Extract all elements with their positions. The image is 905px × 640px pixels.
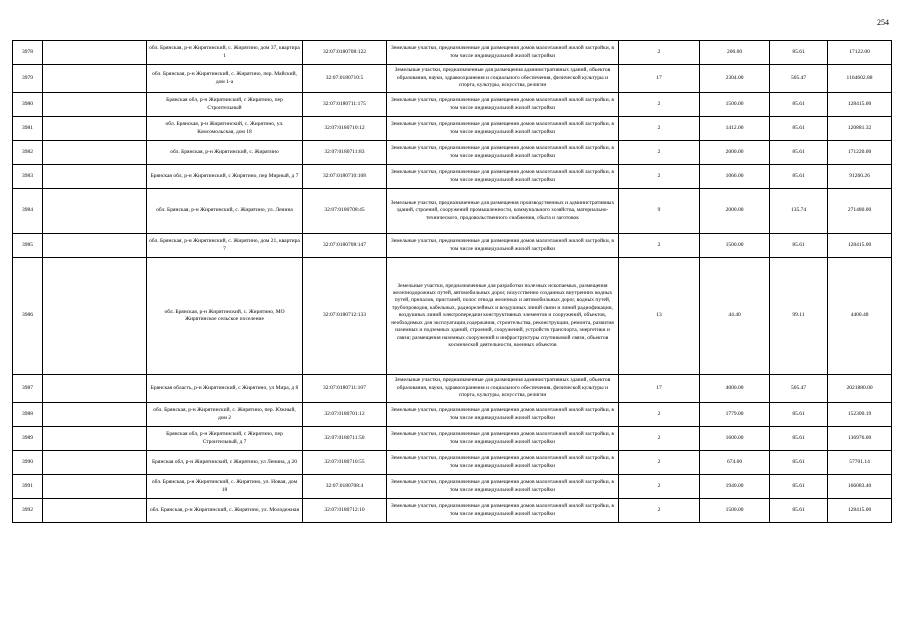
row-number-cell: 3983: [13, 165, 43, 189]
specific-value-cell: 85.61: [770, 499, 828, 523]
use-group-cell: 13: [619, 258, 700, 375]
empty-cell: [43, 189, 147, 234]
cadastral-number-cell: 32:07:0180708:4: [303, 475, 387, 499]
table-row: [13, 451, 892, 475]
permitted-use-cell: Земельные участки, предназначенные для размещения домов малоэтажной жилой застройки, в том числе индивидуальной жилой застройки: [387, 41, 619, 65]
area-cell: 44.40: [700, 258, 770, 375]
table-row: [13, 234, 892, 258]
row-number-cell: 3978: [13, 41, 43, 65]
cadastral-value-cell: 57701.14: [828, 451, 892, 475]
row-number-cell: 3980: [13, 93, 43, 117]
cadastral-number-cell: 32:07:0180701:12: [303, 403, 387, 427]
empty-cell: [43, 117, 147, 141]
cadastral-number-cell: 32:07:0180708:45: [303, 189, 387, 234]
empty-cell: [43, 234, 147, 258]
table-row: [13, 375, 892, 403]
cadastral-value-cell: 128415.00: [828, 499, 892, 523]
cadastral-value-cell: 120881.32: [828, 117, 892, 141]
specific-value-cell: 85.61: [770, 165, 828, 189]
use-group-cell: 2: [619, 475, 700, 499]
cadastral-value-cell: 2021880.00: [828, 375, 892, 403]
specific-value-cell: 505.47: [770, 65, 828, 93]
address-cell: обл. Брянская, р-н Жирятинский, с. Жирятино, ул. Комсомольская, дом 18: [147, 117, 303, 141]
use-group-cell: 2: [619, 117, 700, 141]
specific-value-cell: 505.47: [770, 375, 828, 403]
cadastral-number-cell: 32:07:0180708:147: [303, 234, 387, 258]
cadastral-number-cell: 32:07:0180712:133: [303, 258, 387, 375]
area-cell: 1600.00: [700, 427, 770, 451]
empty-cell: [43, 451, 147, 475]
area-cell: 1940.00: [700, 475, 770, 499]
use-group-cell: 2: [619, 93, 700, 117]
permitted-use-cell: Земельные участки, предназначенные для размещения домов малоэтажной жилой застройки, в том числе индивидуальной жилой застройки: [387, 141, 619, 165]
permitted-use-cell: Земельные участки, предназначенные для размещения производственных и административных зданий, строений, сооружений промышленности, коммунального хозяйства, материально-технического, продовольственного снабжения, сбыта и заготовок: [387, 189, 619, 234]
area-cell: 1500.00: [700, 93, 770, 117]
permitted-use-cell: Земельные участки, предназначенные для размещения домов малоэтажной жилой застройки, в том числе индивидуальной жилой застройки: [387, 427, 619, 451]
cadastral-value-cell: 91260.26: [828, 165, 892, 189]
cadastral-number-cell: 32:07:0180712:10: [303, 499, 387, 523]
specific-value-cell: 85.61: [770, 427, 828, 451]
specific-value-cell: 85.61: [770, 117, 828, 141]
cadastral-value-cell: 17122.00: [828, 41, 892, 65]
row-number-cell: 3992: [13, 499, 43, 523]
cadastral-number-cell: 32:07:0180708:122: [303, 41, 387, 65]
permitted-use-cell: Земельные участки, предназначенные для размещения административных зданий, объектов образования, науки, здравоохранения и социального обеспечения, физической культуры и спорта, культуры, искусства, религии: [387, 375, 619, 403]
use-group-cell: 2: [619, 41, 700, 65]
use-group-cell: 2: [619, 427, 700, 451]
use-group-cell: 2: [619, 499, 700, 523]
table-row: [13, 65, 892, 93]
row-number-cell: 3989: [13, 427, 43, 451]
cadastral-number-cell: 32:07:0180711:83: [303, 141, 387, 165]
cadastral-value-cell: 4400.48: [828, 258, 892, 375]
table-row: [13, 258, 892, 375]
row-number-cell: 3986: [13, 258, 43, 375]
area-cell: 1779.00: [700, 403, 770, 427]
empty-cell: [43, 375, 147, 403]
specific-value-cell: 85.61: [770, 475, 828, 499]
row-number-cell: 3982: [13, 141, 43, 165]
address-cell: Брянская обл, р-н Жирятинский, с Жирятино, ул Ленина, д 20: [147, 451, 303, 475]
table-row: [13, 499, 892, 523]
specific-value-cell: 85.61: [770, 41, 828, 65]
table-row: [13, 93, 892, 117]
table-body: [13, 41, 892, 523]
permitted-use-cell: Земельные участки, предназначенные для размещения административных зданий, объектов образования, науки, здравоохранения и социального обеспечения, физической культуры и спорта, культуры, искусства, религии: [387, 65, 619, 93]
permitted-use-cell: Земельные участки, предназначенные для размещения домов малоэтажной жилой застройки, в том числе индивидуальной жилой застройки: [387, 93, 619, 117]
cadastral-value-cell: 152300.19: [828, 403, 892, 427]
empty-cell: [43, 403, 147, 427]
permitted-use-cell: Земельные участки, предназначенные для размещения домов малоэтажной жилой застройки, в том числе индивидуальной жилой застройки: [387, 475, 619, 499]
cadastral-number-cell: 32:07:0180710:12: [303, 117, 387, 141]
empty-cell: [43, 475, 147, 499]
empty-cell: [43, 41, 147, 65]
empty-cell: [43, 65, 147, 93]
specific-value-cell: 85.61: [770, 93, 828, 117]
cadastral-value-cell: 166083.40: [828, 475, 892, 499]
empty-cell: [43, 93, 147, 117]
table-row: [13, 141, 892, 165]
area-cell: 1412.00: [700, 117, 770, 141]
area-cell: 2000.00: [700, 141, 770, 165]
empty-cell: [43, 141, 147, 165]
address-cell: обл. Брянская, р-н Жирятинский, с. Жирятино, ул. Ленина: [147, 189, 303, 234]
use-group-cell: 2: [619, 403, 700, 427]
use-group-cell: 2: [619, 234, 700, 258]
cadastral-value-table: [12, 40, 892, 523]
use-group-cell: 17: [619, 65, 700, 93]
row-number-cell: 3990: [13, 451, 43, 475]
use-group-cell: 2: [619, 451, 700, 475]
cadastral-value-cell: 128415.00: [828, 93, 892, 117]
address-cell: Брянская обл, р-н Жирятинский, с Жирятино, пер Мирный, д 7: [147, 165, 303, 189]
row-number-cell: 3981: [13, 117, 43, 141]
empty-cell: [43, 427, 147, 451]
empty-cell: [43, 165, 147, 189]
table-row: [13, 475, 892, 499]
use-group-cell: 9: [619, 189, 700, 234]
table-row: [13, 403, 892, 427]
cadastral-value-cell: 171220.00: [828, 141, 892, 165]
area-cell: 1500.00: [700, 234, 770, 258]
specific-value-cell: 85.61: [770, 234, 828, 258]
cadastral-number-cell: 32:07:0180711:107: [303, 375, 387, 403]
row-number-cell: 3988: [13, 403, 43, 427]
table-row: [13, 41, 892, 65]
area-cell: 200.00: [700, 41, 770, 65]
address-cell: обл. Брянская, р-н Жирятинский, с. Жирятино, пер. Южный, дом 2: [147, 403, 303, 427]
cadastral-value-cell: 136976.00: [828, 427, 892, 451]
row-number-cell: 3984: [13, 189, 43, 234]
area-cell: 674.00: [700, 451, 770, 475]
empty-cell: [43, 258, 147, 375]
permitted-use-cell: Земельные участки, предназначенные для размещения домов малоэтажной жилой застройки, в том числе индивидуальной жилой застройки: [387, 403, 619, 427]
address-cell: обл. Брянская, р-н Жирятинский, с. Жирятино, ул. Новая, дом 18: [147, 475, 303, 499]
cadastral-value-cell: 128415.00: [828, 234, 892, 258]
cadastral-number-cell: 32:07:0180710:108: [303, 165, 387, 189]
area-cell: 1500.00: [700, 499, 770, 523]
specific-value-cell: 85.61: [770, 451, 828, 475]
address-cell: обл. Брянская, р-н Жирятинский, с. Жирятино, пер. Майский, дом 1-а: [147, 65, 303, 93]
cadastral-number-cell: 32:07:0180710:5: [303, 65, 387, 93]
address-cell: обл. Брянская, р-н Жирятинский, с. Жирятино: [147, 141, 303, 165]
row-number-cell: 3979: [13, 65, 43, 93]
table-row: [13, 427, 892, 451]
permitted-use-cell: Земельные участки, предназначенные для размещения домов малоэтажной жилой застройки, в том числе индивидуальной жилой застройки: [387, 499, 619, 523]
specific-value-cell: 135.74: [770, 189, 828, 234]
table-row: [13, 165, 892, 189]
permitted-use-cell: Земельные участки, предназначенные для размещения домов малоэтажной жилой застройки, в том числе индивидуальной жилой застройки: [387, 451, 619, 475]
use-group-cell: 17: [619, 375, 700, 403]
row-number-cell: 3987: [13, 375, 43, 403]
address-cell: обл. Брянская, р-н Жирятинский, с. Жирятино, ул. Молодежная: [147, 499, 303, 523]
address-cell: обл. Брянская, р-н Жирятинский, с. Жирятино, МО Жирятинское сельское поселение: [147, 258, 303, 375]
cadastral-number-cell: 32:07:0180711:175: [303, 93, 387, 117]
address-cell: Брянская обл, р-н Жирятинский, с Жирятино, пер Строительный, д 7: [147, 427, 303, 451]
empty-cell: [43, 499, 147, 523]
cadastral-value-cell: 1164602.88: [828, 65, 892, 93]
cadastral-value-cell: 271480.00: [828, 189, 892, 234]
table-row: [13, 189, 892, 234]
row-number-cell: 3991: [13, 475, 43, 499]
address-cell: Брянская обл, р-н Жирятинский, с Жирятино, пер Строительный: [147, 93, 303, 117]
permitted-use-cell: Земельные участки, предназначенные для размещения домов малоэтажной жилой застройки, в том числе индивидуальной жилой застройки: [387, 165, 619, 189]
cadastral-number-cell: 32:07:0180710:55: [303, 451, 387, 475]
use-group-cell: 2: [619, 141, 700, 165]
permitted-use-cell: Земельные участки, предназначенные для разработки полезных ископаемых, размещения железнодорожных путей, автомобильных дорог, искусственно созданных внутренних водных путей, причалов, пристаней, полос отвода железных и автомобильных дорог, водных путей, трубопроводов, кабельных, радиорелейных и воздушных линий связи и линий радиофикации, воздушных линий электропередачи конструктивных элементов и сооружений, объектов, необходимых для эксплуатации,содержания, строительства, реконструкции, ремонта, развития наземных и подземных зданий, строений, сооружений, устройств транспорта, энергетики и связи; размещения наземных сооружений и инфраструктуры спутниковой связи, объектов космической деятельности, военных объектов: [387, 258, 619, 375]
cadastral-number-cell: 32:07:0180711:50: [303, 427, 387, 451]
area-cell: 2000.00: [700, 189, 770, 234]
table-row: [13, 117, 892, 141]
page-number: 254: [877, 18, 889, 27]
specific-value-cell: 85.61: [770, 403, 828, 427]
address-cell: Брянская область, р-н Жирятинский, с Жирятино, ул Мира, д 8: [147, 375, 303, 403]
permitted-use-cell: Земельные участки, предназначенные для размещения домов малоэтажной жилой застройки, в том числе индивидуальной жилой застройки: [387, 117, 619, 141]
address-cell: обл. Брянская, р-н Жирятинский, с. Жирятино, дом 21, квартира 7: [147, 234, 303, 258]
use-group-cell: 2: [619, 165, 700, 189]
area-cell: 2304.00: [700, 65, 770, 93]
area-cell: 1066.00: [700, 165, 770, 189]
specific-value-cell: 85.61: [770, 141, 828, 165]
address-cell: обл. Брянская, р-н Жирятинский, с. Жирятино, дом 37, квартира 1: [147, 41, 303, 65]
row-number-cell: 3985: [13, 234, 43, 258]
specific-value-cell: 99.11: [770, 258, 828, 375]
permitted-use-cell: Земельные участки, предназначенные для размещения домов малоэтажной жилой застройки, в том числе индивидуальной жилой застройки: [387, 234, 619, 258]
area-cell: 4000.00: [700, 375, 770, 403]
